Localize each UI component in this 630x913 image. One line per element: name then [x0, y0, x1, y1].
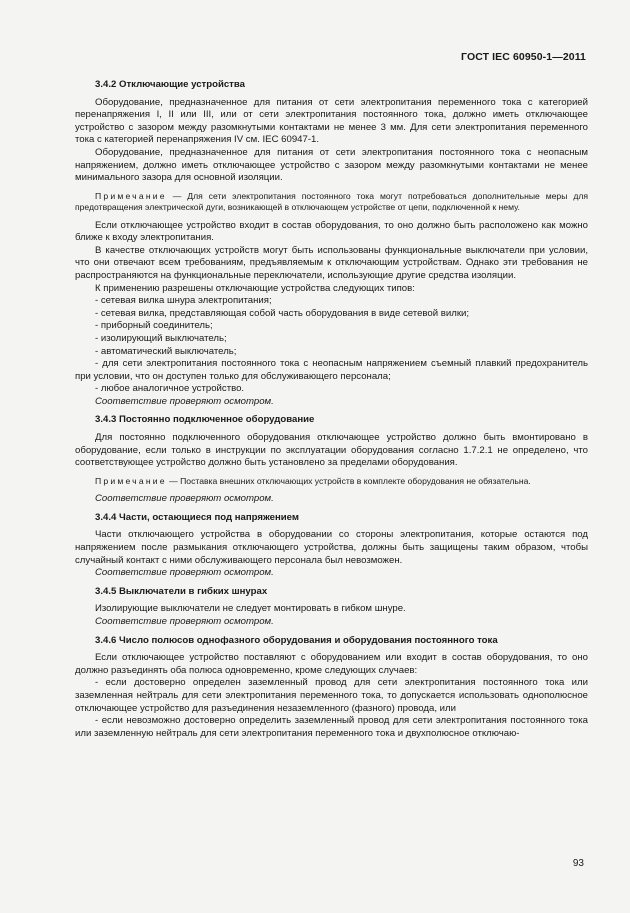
list-item: - сетевая вилка, представляющая собой часть оборудования в виде сетевой вилки;: [95, 307, 470, 319]
document-body: [75, 79, 588, 740]
list-item: - любое аналогичное устройство.: [95, 383, 245, 395]
compliance-statement: Соответствие проверяют осмотром.: [95, 493, 274, 505]
list-item: - приборный соединитель;: [95, 320, 213, 332]
note-label: Примечание: [95, 190, 167, 201]
paragraph: Для постоянно подключенного оборудования отключающее устройство должно быть вмонтировано в оборудование, если только в инструкции по эксплуатации оборудования согласно 1.7.2.1 не определено, что соответствующее устройство должно быть установлено за пределами оборудования.: [75, 432, 588, 469]
paragraph: В качестве отключающих устройств могут быть использованы функциональные выключатели при условии, что они отвечают всем требованиям, предъявляемым к отключающим устройствам. Однако эти требования не распространяются на функциональные переключатели, использующие другие средства изоляции.: [75, 244, 588, 281]
section-heading: 3.4.3 Постоянно подключенное оборудование: [95, 414, 315, 426]
compliance-statement: Соответствие проверяют осмотром.: [95, 616, 274, 627]
paragraph: Если отключающее устройство входит в состав оборудования, то оно должно быть расположено как можно ближе к входу электропитания.: [75, 219, 588, 244]
note: [75, 191, 588, 214]
section-heading: 3.4.2 Отключающие устройства: [95, 79, 245, 90]
note-text: — Для сети электропитания постоянного тока могут потребоваться дополнительные меры для предотвращения электрической дуги, возникающей в отключающем устройстве от цепи, подключенной к нему.: [75, 190, 589, 213]
list-item: - сетевая вилка шнура электропитания;: [95, 295, 272, 307]
paragraph: - если достоверно определен заземленный провод для сети электропитания постоянного тока или заземленная нейтраль для сети электропитания переменного тока, то допускается использовать однополюсное отключающее устройство для разъединения незаземленного (фазного) провода, или: [75, 677, 588, 714]
standard-header: ГОСТ IEC 60950-1—2011: [461, 51, 586, 63]
paragraph: Изолирующие выключатели не следует монтировать в гибком шнуре.: [95, 603, 406, 615]
section-heading: 3.4.4 Части, остающиеся под напряжением: [95, 511, 299, 523]
section-heading: 3.4.5 Выключатели в гибких шнурах: [95, 585, 268, 597]
compliance-statement: Соответствие проверяют осмотром.: [95, 567, 274, 579]
list-item: - для сети электропитания постоянного тока с неопасным напряжением съемный плавкий предохранитель при условии, что он доступен только для обслуживающего персонала;: [75, 358, 588, 382]
note-text: — Поставка внешних отключающих устройств в комплекте оборудования не обязательна.: [169, 475, 531, 486]
paragraph: Части отключающего устройства в оборудовании со стороны электропитания, которые остаются под напряжением после размыкания отключающего устройства, должны быть защищены таким образом, чтобы случайный контакт с ними обслуживающего персонала был невозможен.: [75, 529, 588, 566]
section-heading: 3.4.6 Число полюсов однофазного оборудования и оборудования постоянного тока: [95, 634, 498, 646]
paragraph: Если отключающее устройство поставляют с оборудованием или входит в состав оборудования, то оно должно разъединять оба полюса одновременно, кроме следующих случаев:: [75, 652, 588, 676]
paragraph: Оборудование, предназначенное для питания от сети электропитания переменного тока с категорией перенапряжения I, II или III, или от сети электропитания постоянного тока, должно иметь отключающее устройство с зазором между разомкнутыми контактами не менее 3 мм. Для сети электропитания переменного тока с категорией перенапряжения IV см. IEC 60947-1.: [75, 96, 588, 146]
list-item: - автоматический выключатель;: [95, 345, 237, 357]
note-label: Примечание: [95, 475, 167, 486]
list-item: - изолирующий выключатель;: [95, 332, 227, 344]
paragraph: К применению разрешены отключающие устройства следующих типов:: [95, 282, 415, 294]
note: [75, 476, 588, 487]
paragraph: - если невозможно достоверно определить заземленный провод для сети электропитания постоянного тока или заземленную нейтраль для сети электропитания переменного тока и двухполюсное отключаю-: [75, 715, 588, 739]
page-number: 93: [572, 858, 584, 869]
compliance-statement: Соответствие проверяют осмотром.: [95, 395, 274, 407]
paragraph: Оборудование, предназначенное для питания от сети электропитания постоянного тока с неопасным напряжением, должно иметь отключающее устройство с зазором между разомкнутыми контактами не менее минимального зазора для основной изоляции.: [75, 146, 588, 184]
